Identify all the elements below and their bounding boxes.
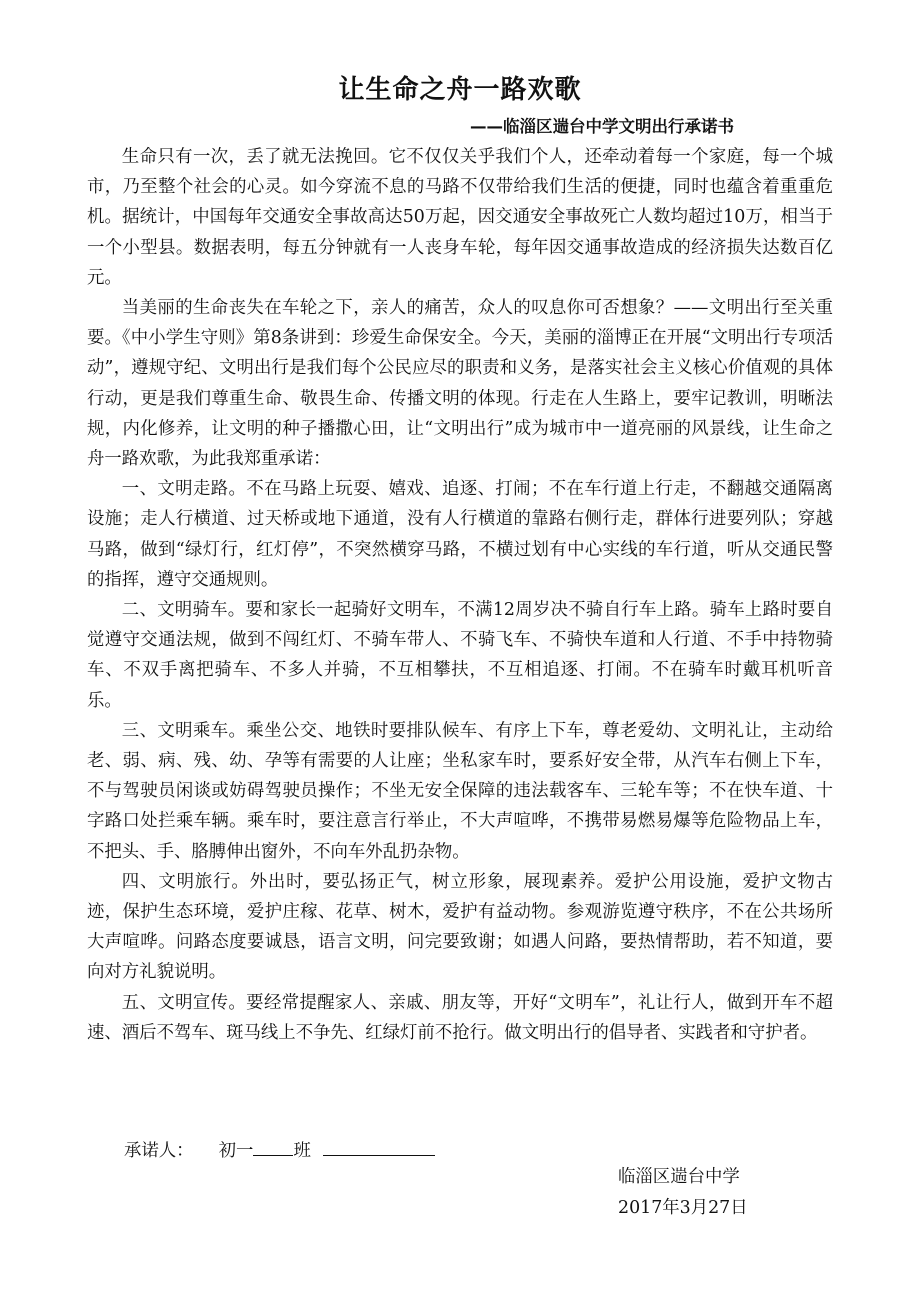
pledger-label: 承诺人： (124, 1141, 194, 1161)
paragraph-walking: 一、文明走路。不在马路上玩耍、嬉戏、追逐、打闹；不在车行道上行走，不翻越交通隔离设施；走人行横道、过天桥或地下通道，没有人行横道的靠路右侧行走，群体行进要列队；穿越马路，做到“绿灯行，红灯停”，不突然横穿马路，不横过划有中心实线的车行道，听从交通民警的指挥，遵守交通规则。 (87, 479, 833, 590)
paragraph-intro: 生命只有一次，丢了就无法挽回。它不仅仅关乎我们个人，还牵动着每一个家庭，每一个城市，乃至整个社会的心灵。如今穿流不息的马路不仅带给我们生活的便捷，同时也蕴含着重重危机。据统计，中国每年交通安全事故高达50万起，因交通安全事故死亡人数均超过10万，相当于一个小型县。数据表明，每五分钟就有一人丧身车轮，每年因交通事故造成的经济损失达数百亿元。 (87, 147, 833, 288)
class-suffix: 班 (293, 1141, 311, 1161)
signoff-date: 2017年3月27日 (618, 1198, 748, 1218)
document-title: 让生命之舟一路欢歌 (338, 75, 582, 105)
paragraph-riding: 三、文明乘车。乘坐公交、地铁时要排队候车、有序上下车，尊老爱幼、文明礼让，主动给老、弱、病、残、幼、孕等有需要的人让座；坐私家车时，要系好安全带，从汽车右侧上下车，不与驾驶员闲谈或妨碍驾驶员操作；不坐无安全保障的违法载客车、三轮车等；不在快车道、十字路口处拦乘车辆。乘车时，要注意言行举止，不大声喧哗，不携带易燃易爆等危险物品上车，不把头、手、胳膊伸出窗外，不向车外乱扔杂物。 (87, 720, 833, 862)
signoff-school: 临淄区遄台中学 (618, 1167, 740, 1187)
grade-prefix: 初一 (218, 1141, 254, 1161)
paragraph-pledge-intro: 当美丽的生命丧失在车轮之下，亲人的痛苦，众人的叹息你可否想象？——文明出行至关重要。《中小学生守则》第8条讲到：珍爱生命保安全。今天，美丽的淄博正在开展“文明出行专项活动”，遵规守纪、文明出行是我们每个公民应尽的职责和义务，是落实社会主义核心价值观的具体行动，更是我们尊重生命、敬畏生命、传播文明的体现。行走在人生路上，要牢记教训，明晰法规，内化修养，让文明的种子播撒心田，让“文明出行”成为城市中一道亮丽的风景线，让生命之舟一路欢歌，为此我郑重承诺： (87, 298, 833, 470)
document-body (87, 142, 833, 1048)
name-signature-blank[interactable] (323, 1133, 435, 1156)
paragraph-travel: 四、文明旅行。外出时，要弘扬正气，树立形象，展现素养。爱护公用设施，爱护文物古迹，保护生态环境，爱护庄稼、花草、树木，爱护有益动物。参观游览遵守秩序，不在公共场所大声喧哗。问路态度要诚恳，语言文明，问完要致谢；如遇人问路，要热情帮助，若不知道，要向对方礼貌说明。 (87, 871, 833, 983)
pledger-line (124, 1133, 435, 1166)
paragraph-cycling: 二、文明骑车。要和家长一起骑好文明车，不满12周岁决不骑自行车上路。骑车上路时要自觉遵守交通法规，做到不闯红灯、不骑车带人、不骑飞车、不骑快车道和人行道、不手中持物骑车、不双手离把骑车、不多人并骑，不互相攀扶，不互相追逐、打闹。不在骑车时戴耳机听音乐。 (87, 600, 833, 711)
paragraph-promotion: 五、文明宣传。要经常提醒家人、亲戚、朋友等，开好“文明车”，礼让行人，做到开车不超速、酒后不驾车、斑马线上不争先、红绿灯前不抢行。做文明出行的倡导者、实践者和守护者。 (87, 992, 833, 1043)
class-number-blank[interactable] (253, 1133, 293, 1156)
document-subtitle: ——临淄区遄台中学文明出行承诺书 (470, 117, 734, 136)
